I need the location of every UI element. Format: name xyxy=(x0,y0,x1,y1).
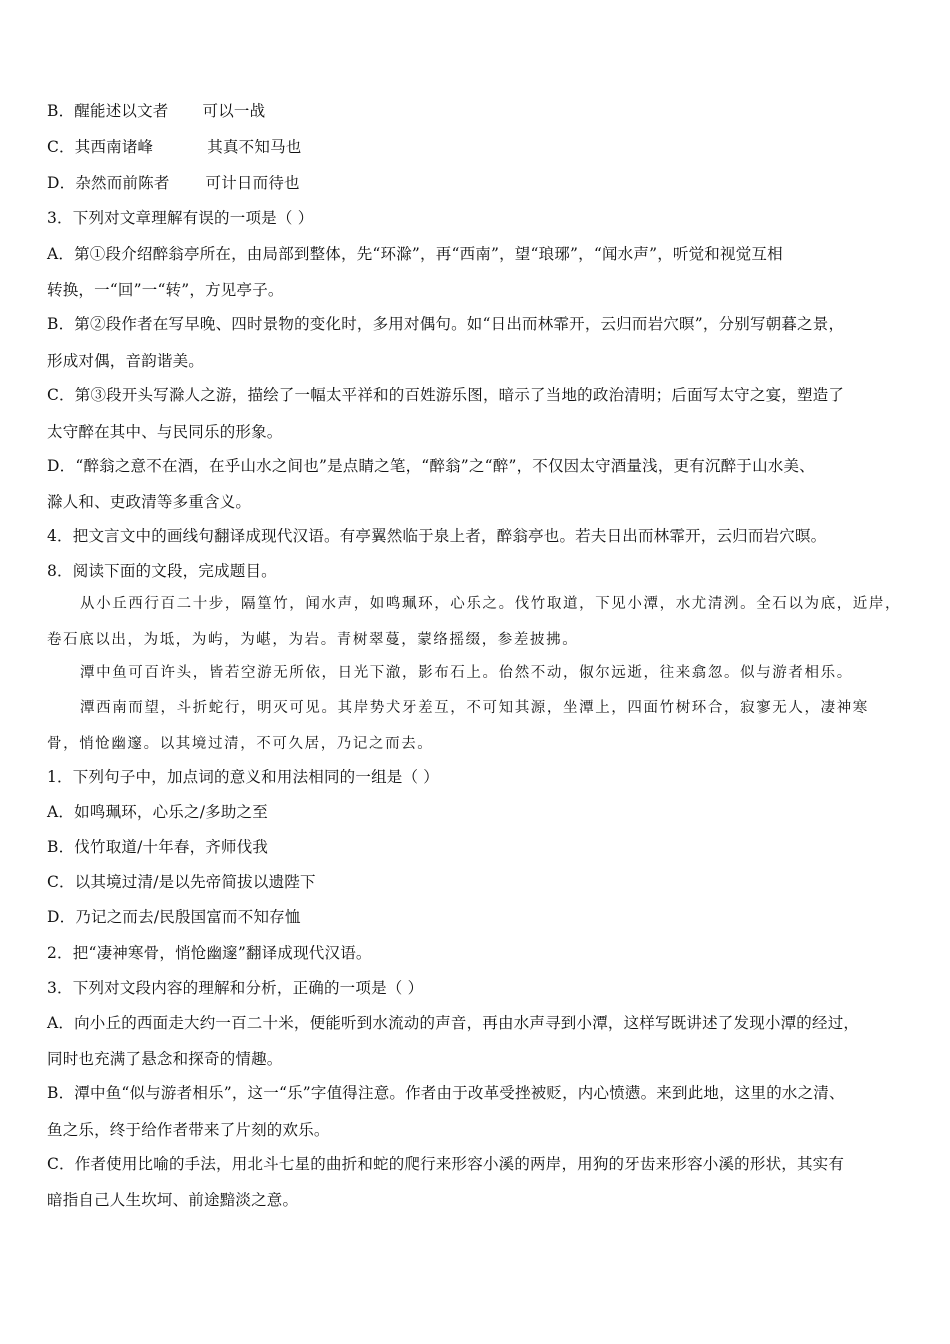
option-c-right: 其真不知马也 xyxy=(207,138,302,156)
question-3a-option-c-line1: C．第③段开头写滁人之游，描绘了一幅太平祥和的百姓游乐图，暗示了当地的政治清明；后面写太守之宴，塑造了 xyxy=(47,386,845,404)
question-1b-option-d: D．乃记之而去/民殷国富而不知存恤 xyxy=(47,908,301,926)
passage-paragraph-3-line1: 潭西南而望，斗折蛇行，明灭可见。其岸势犬牙差互，不可知其源，坐潭上，四面竹树环合，寂寥无人，凄神寒 xyxy=(80,700,869,716)
question-3a-option-a-line1: A．第①段介绍醉翁亭所在，由局部到整体，先“环滁”，再“西南”，望“琅琊”，“闻水声”，听觉和视觉互相 xyxy=(47,245,783,263)
passage-paragraph-1-line1: 从小丘西行百二十步，隔篁竹，闻水声，如鸣珮环，心乐之。伐竹取道，下见小潭，水尤清洌。全石以为底，近岸， xyxy=(80,596,902,612)
question-3a-stem: 3．下列对文章理解有误的一项是（ ） xyxy=(47,209,314,227)
passage-paragraph-2: 潭中鱼可百许头，皆若空游无所依，日光下澈，影布石上。佁然不动，俶尔远逝，往来翕忽。似与游者相乐。 xyxy=(80,665,853,681)
question-3b-option-b-line2: 鱼之乐，终于给作者带来了片刻的欢乐。 xyxy=(47,1121,330,1139)
question-2b: 2．把“凄神寒骨，悄怆幽邃”翻译成现代汉语。 xyxy=(47,944,372,962)
option-d-left: D．杂然而前陈者 xyxy=(47,174,170,192)
option-b-line xyxy=(47,100,917,122)
question-1b-option-c: C．以其境过清/是以先帝简拔以遗陛下 xyxy=(47,873,316,891)
question-3b-option-a-line2: 同时也充满了悬念和探奇的情趣。 xyxy=(47,1050,283,1068)
question-3a-option-d-line1: D．“醉翁之意不在酒，在乎山水之间也”是点睛之笔，“醉翁”之“醉”，不仅因太守酒量浅，更有沉醉于山水美、 xyxy=(47,457,815,475)
option-b-right: 可以一战 xyxy=(202,102,266,120)
question-3b-option-b-line1: B．潭中鱼“似与游者相乐”，这一“乐”字值得注意。作者由于改革受挫被贬，内心愤懑。来到此地，这里的水之清、 xyxy=(47,1084,845,1102)
question-3a-option-b-line1: B．第②段作者在写早晚、四时景物的变化时，多用对偶句。如“日出而林霏开，云归而岩穴暝”，分别写朝暮之景， xyxy=(47,315,845,333)
passage-paragraph-3-line2: 骨，悄怆幽邃。以其境过清，不可久居，乃记之而去。 xyxy=(47,736,434,752)
question-1b-option-a: A．如鸣珮环，心乐之/多助之至 xyxy=(47,803,268,821)
question-1b-stem: 1．下列句子中，加点词的意义和用法相同的一组是（ ） xyxy=(47,768,439,786)
question-3a-option-c-line2: 太守醉在其中、与民同乐的形象。 xyxy=(47,423,283,441)
question-3a-option-b-line2: 形成对偶，音韵谐美。 xyxy=(47,352,205,370)
question-3b-option-a-line1: A．向小丘的西面走大约一百二十米，便能听到水流动的声音，再由水声寻到小潭，这样写既讲述了发现小潭的经过， xyxy=(47,1014,860,1032)
question-3b-option-c-line2: 暗指自己人生坎坷、前途黯淡之意。 xyxy=(47,1191,299,1209)
question-8-heading: 8．阅读下面的文段，完成题目。 xyxy=(47,562,277,580)
passage-paragraph-1-line2: 卷石底以出，为坻，为屿，为嵁，为岩。青树翠蔓，蒙络摇缀，参差披拂。 xyxy=(47,632,579,648)
question-3b-option-c-line1: C．作者使用比喻的手法，用北斗七星的曲折和蛇的爬行来形容小溪的两岸，用狗的牙齿来形容小溪的形状，其实有 xyxy=(47,1155,845,1173)
option-d-line xyxy=(47,172,917,194)
option-c-line xyxy=(47,136,917,158)
question-3b-stem: 3．下列对文段内容的理解和分析，正确的一项是（ ） xyxy=(47,979,424,997)
option-d-right: 可计日而待也 xyxy=(205,174,300,192)
question-1b-option-b: B．伐竹取道/十年春，齐师伐我 xyxy=(47,838,269,856)
option-b-left: B．醒能述以文者 xyxy=(47,102,169,120)
question-3a-option-d-line2: 滁人和、吏政清等多重含义。 xyxy=(47,493,252,511)
question-4a: 4．把文言文中的画线句翻译成现代汉语。有亭翼然临于泉上者，醉翁亭也。若夫日出而林霏开，云归而岩穴暝。 xyxy=(47,527,827,545)
question-3a-option-a-line2: 转换，一“回”一“转”，方见亭子。 xyxy=(47,281,284,299)
option-c-left: C．其西南诸峰 xyxy=(47,138,154,156)
